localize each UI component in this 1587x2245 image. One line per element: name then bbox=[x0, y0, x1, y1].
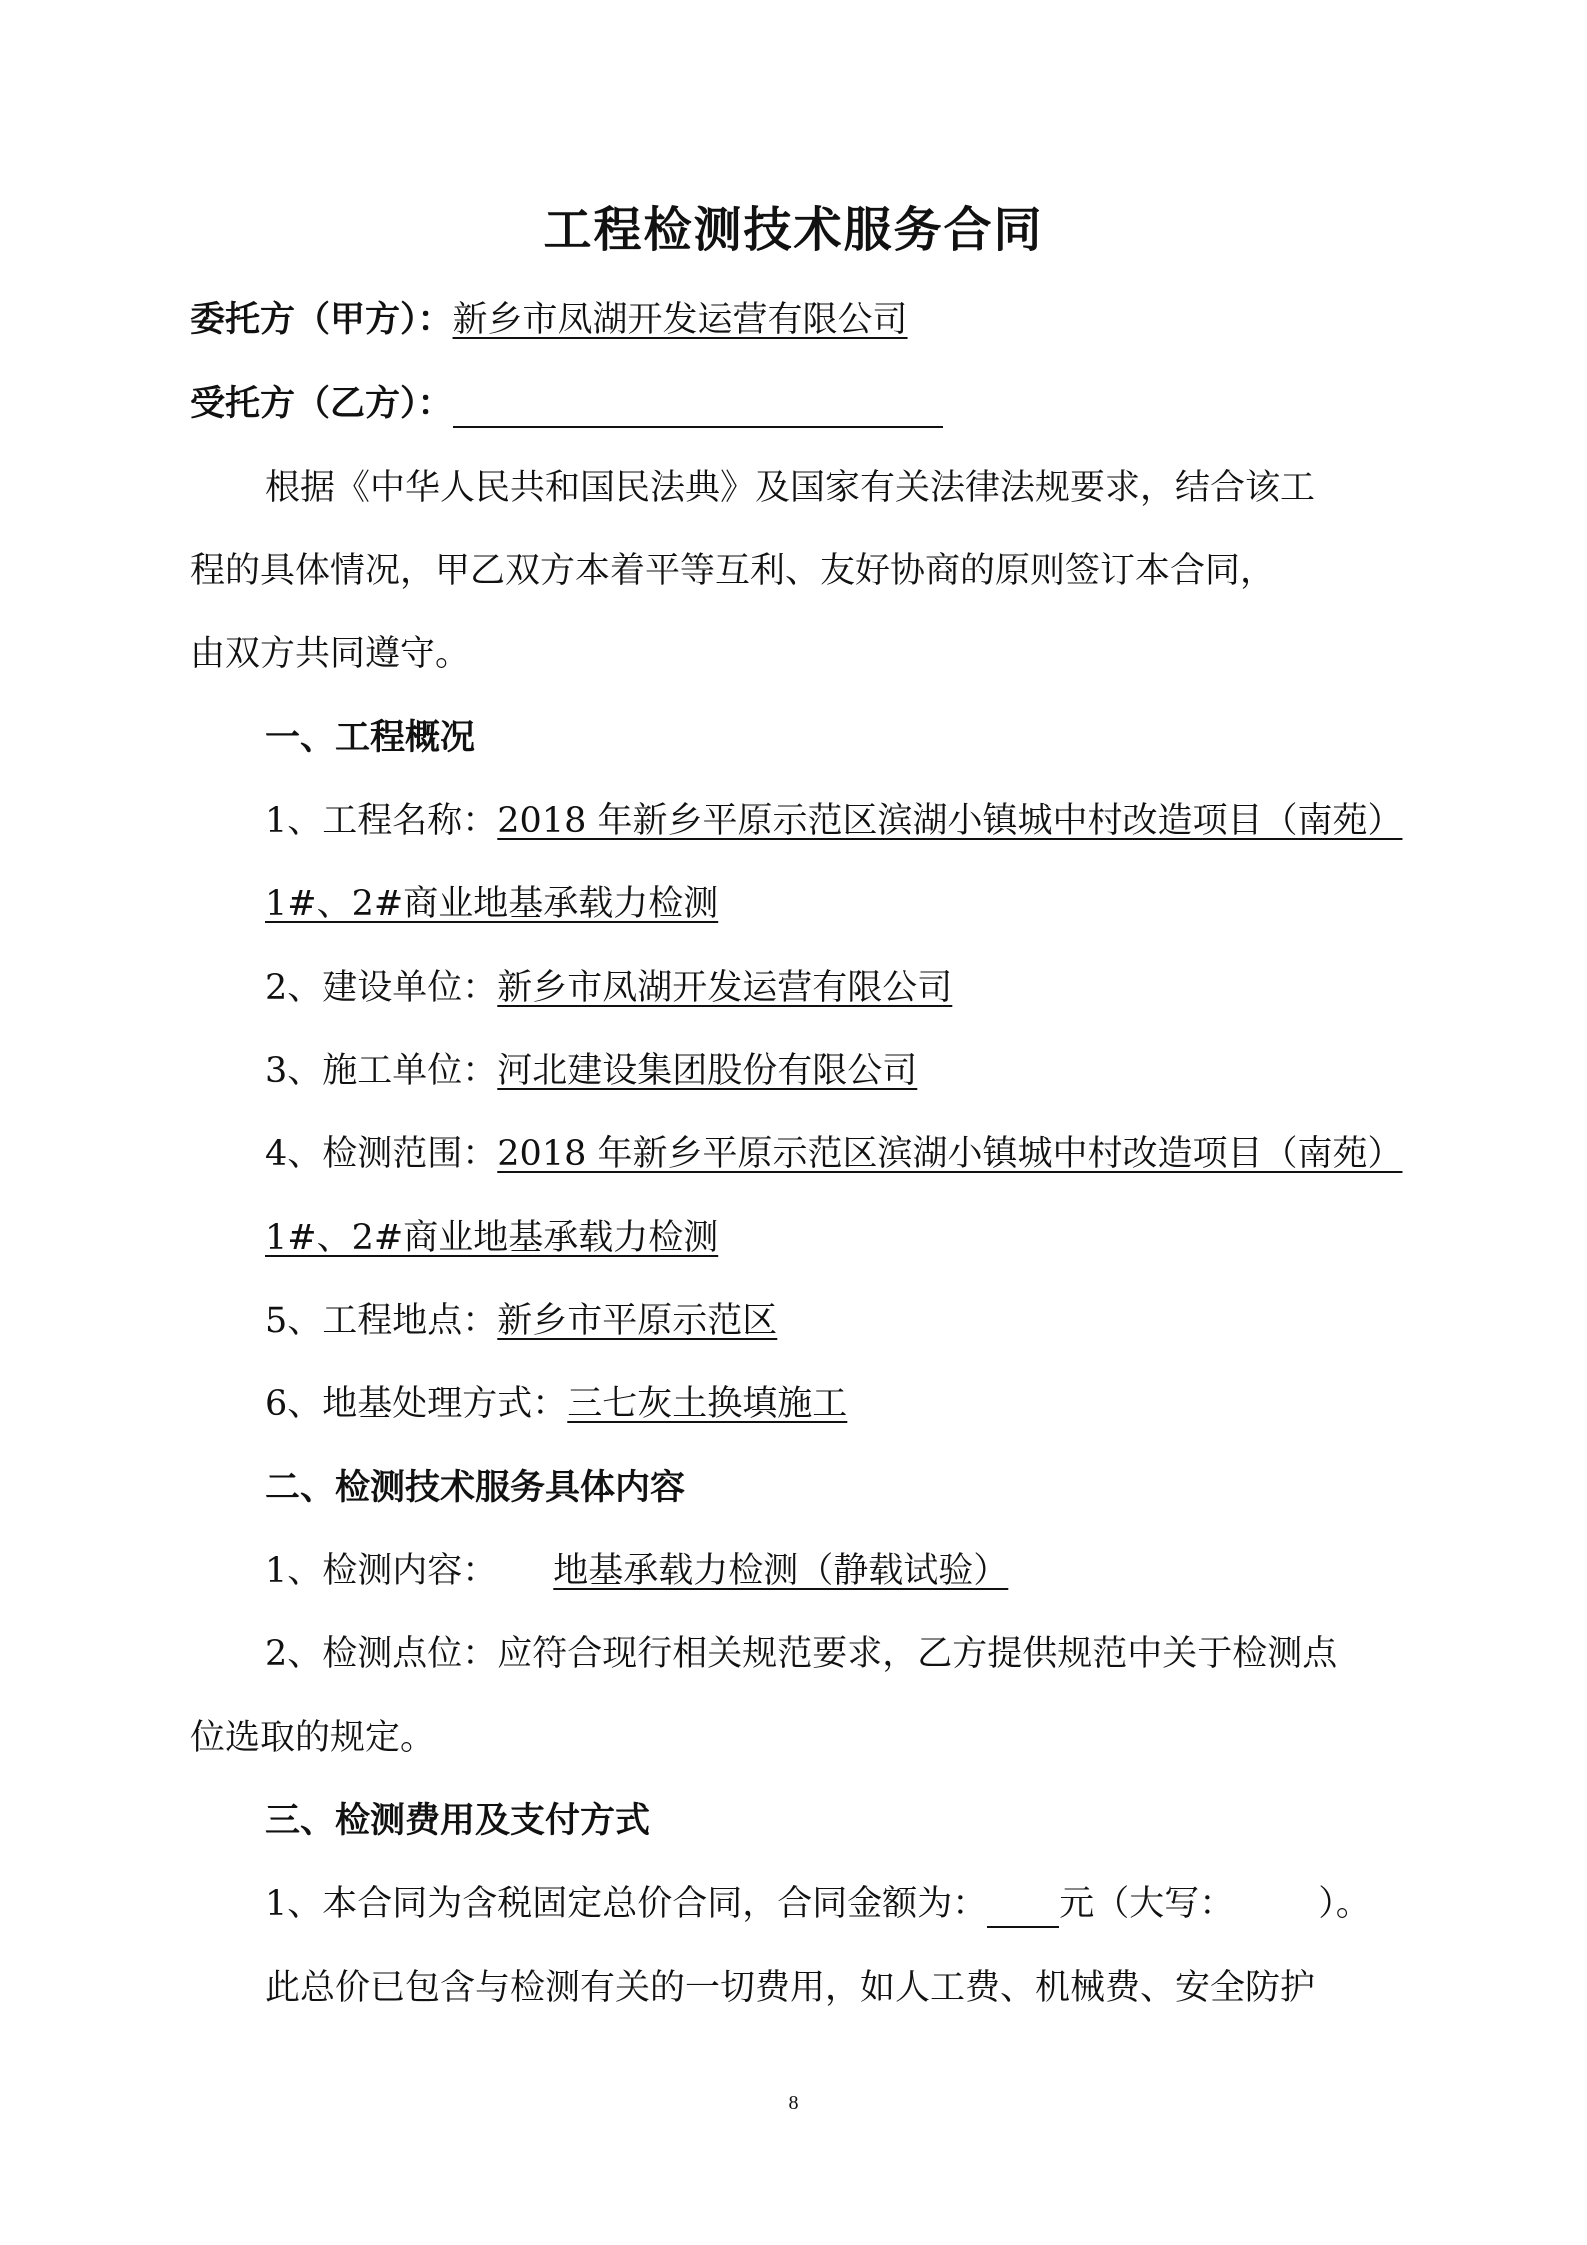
contract-amount-blank bbox=[987, 1886, 1059, 1928]
project-location-line bbox=[265, 1297, 777, 1345]
foundation-method-line bbox=[265, 1380, 847, 1428]
inspection-content-line bbox=[265, 1547, 1044, 1595]
section-1-heading: 一、工程概况 bbox=[265, 717, 476, 758]
intro-line-1: 根据《中华人民共和国民法典》及国家有关法律法规要求，结合该工 bbox=[265, 468, 1316, 508]
contract-amount-prefix: 1、本合同为含税固定总价合同，合同金额为： bbox=[265, 1884, 988, 1924]
party-a-value: 新乡市凤湖开发运营有限公司 bbox=[452, 300, 908, 340]
construction-unit-value: 新乡市凤湖开发运营有限公司 bbox=[497, 968, 953, 1008]
inspection-points-line-2: 位选取的规定。 bbox=[190, 1718, 436, 1758]
contract-amount-suffix: ）。 bbox=[1318, 1884, 1371, 1924]
inspection-scope-line bbox=[265, 1130, 1402, 1178]
project-name-label: 1、工程名称： bbox=[265, 801, 498, 841]
project-location-label: 5、工程地点： bbox=[265, 1301, 498, 1341]
intro-line-2: 程的具体情况，甲乙双方本着平等互利、友好协商的原则签订本合同， bbox=[190, 551, 1276, 591]
project-name-line-2 bbox=[265, 880, 718, 928]
contractor-line bbox=[265, 1047, 917, 1095]
party-b-label: 受托方（乙方）： bbox=[190, 383, 453, 424]
party-b-blank bbox=[453, 386, 943, 428]
construction-unit-label: 2、建设单位： bbox=[265, 968, 498, 1008]
total-price-line: 此总价已包含与检测有关的一切费用，如人工费、机械费、安全防护 bbox=[265, 1968, 1316, 2008]
intro-line-3: 由双方共同遵守。 bbox=[190, 634, 471, 674]
inspection-scope-value: 2018 年新乡平原示范区滨湖小镇城中村改造项目（南苑） bbox=[497, 1134, 1403, 1174]
inspection-points-line-1: 2、检测点位：应符合现行相关规范要求，乙方提供规范中关于检测点 bbox=[265, 1634, 1338, 1674]
section-2-heading: 二、检测技术服务具体内容 bbox=[265, 1467, 686, 1508]
contractor-label: 3、施工单位： bbox=[265, 1051, 498, 1091]
contractor-value: 河北建设集团股份有限公司 bbox=[497, 1051, 918, 1091]
inspection-scope-value-2: 1#、2#商业地基承载力检测 bbox=[265, 1218, 719, 1258]
party-a-label: 委托方（甲方）： bbox=[190, 299, 453, 340]
foundation-method-label: 6、地基处理方式： bbox=[265, 1384, 568, 1424]
party-a-line bbox=[190, 296, 908, 344]
section-3-heading: 三、检测费用及支付方式 bbox=[265, 1800, 651, 1841]
foundation-method-value: 三七灰土换填施工 bbox=[567, 1384, 848, 1424]
inspection-content-value: 地基承载力检测（静载试验） bbox=[553, 1551, 1009, 1591]
page-number: 8 bbox=[788, 2092, 799, 2114]
contract-amount-line bbox=[265, 1880, 1371, 1928]
project-location-value: 新乡市平原示范区 bbox=[497, 1301, 778, 1341]
document-title: 工程检测技术服务合同 bbox=[543, 202, 1044, 258]
inspection-scope-line-2 bbox=[265, 1214, 718, 1262]
project-name-value-2: 1#、2#商业地基承载力检测 bbox=[265, 884, 719, 924]
construction-unit-line bbox=[265, 964, 952, 1012]
party-b-line bbox=[190, 380, 943, 428]
project-name-value: 2018 年新乡平原示范区滨湖小镇城中村改造项目（南苑） bbox=[497, 801, 1403, 841]
contract-amount-mid: 元（大写： bbox=[1059, 1884, 1235, 1924]
inspection-scope-label: 4、检测范围： bbox=[265, 1134, 498, 1174]
inspection-content-label: 1、检测内容： bbox=[265, 1551, 498, 1591]
project-name-line bbox=[265, 797, 1402, 845]
